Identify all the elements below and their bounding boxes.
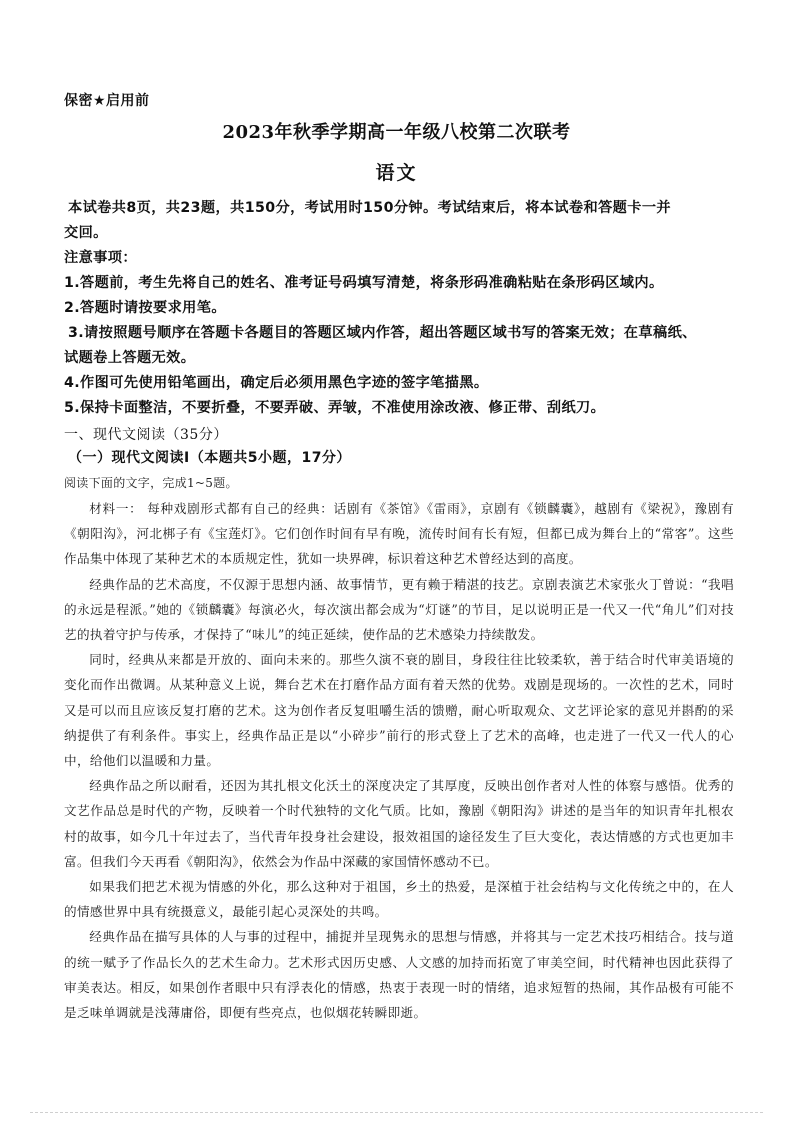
notes-item-4: 4.作图可先使用铅笔画出，确定后必须用黑色字迹的签字笔描黑。	[64, 375, 489, 391]
intro-line-1: 本试卷共8页，共23题，共150分，考试用时150分钟。考试结束后，将本试卷和答题卡一并	[68, 200, 672, 216]
passage-paragraph-6: 经典作品在描写具体的人与事的过程中，捕捉并呈现隽永的思想与情感，并将其与一定艺术技巧相结合。技与道的统一赋予了作品长久的艺术生命力。艺术形式因历史感、人文感的加持而拓宽了审美空间，时代精神也因此获得了审美表达。相反，如果创作者眼中只有浮表化的情感，热衷于表现一时的情绪，追求短暂的热闹，其作品极有可能不是乏味单调就是浅薄庸俗，即便有些亮点，也似烟花转瞬即逝。	[64, 929, 734, 1021]
notes-item-5: 5.保持卡面整洁，不要折叠，不要弄破、弄皱，不准使用涂改液、修正带、刮纸刀。	[64, 400, 606, 416]
exam-intro	[64, 196, 736, 246]
notes-list	[64, 246, 736, 421]
passage-paragraph-5: 如果我们把艺术视为情感的外化，那么这种对于祖国，乡土的热爱，是深植于社会结构与文化传统之中的，在人的情感世界中具有统摄意义，最能引起心灵深处的共鸣。	[64, 879, 734, 920]
notes-item-3-line-2: 试题卷上答题无效。	[64, 350, 196, 366]
notes-item-3-line-1: 3.请按照题号顺序在答题卡各题目的答题区域内作答，超出答题区域书写的答案无效；在草稿纸、	[68, 325, 697, 341]
subject-title: 语文	[375, 162, 418, 184]
passage-paragraph-4: 经典作品之所以耐看，还因为其扎根文化沃土的深度决定了其厚度，反映出创作者对人性的体察与感悟。优秀的文艺作品总是时代的产物，反映着一个时代独特的文化气质。比如，豫剧《朝阳沟》讲述的是当年的知识青年扎根农村的故事，如今几十年过去了，当代青年投身社会建设，报效祖国的途径发生了巨大变化，表达情感的方式也更加丰富。但我们今天再看《朝阳沟》，依然会为作品中深藏的家国情怀感动不已。	[64, 778, 734, 869]
exam-title: 2023年秋季学期高一年级八校第二次联考	[222, 122, 571, 143]
passage-paragraph-1: 材料一： 每种戏剧形式都有自己的经典：话剧有《茶馆》《雷雨》，京剧有《锁麟囊》，越剧有《梁祝》，豫剧有《朝阳沟》，河北梆子有《宝莲灯》。它们创作时间有早有晚，流传时间有长有短，但都已成为舞台上的“常客”。这些作品集中体现了某种艺术的本质规定性，犹如一块界碑，标识着这种艺术曾经达到的高度。	[64, 501, 734, 567]
section-heading: 一、现代文阅读（35分）	[64, 427, 228, 443]
confidential-label: 保密★启用前	[64, 93, 150, 109]
notes-item-2: 2.答题时请按要求用笔。	[64, 300, 226, 316]
notes-heading: 注意事项：	[64, 250, 137, 266]
reading-instruction: 阅读下面的文字，完成1~5题。	[64, 476, 238, 490]
passage-paragraph-2: 经典作品的艺术高度，不仅源于思想内涵、故事情节，更有赖于精湛的技艺。京剧表演艺术家张火丁曾说：“我唱的永远是程派。”她的《锁麟囊》每演必火，每次演出都会成为“灯谜”的节目，足以说明正是一代又一代“角儿”们对技艺的执着守护与传承，才保持了“味儿”的纯正延续，使作品的艺术感染力持续散发。	[64, 576, 734, 643]
notes-item-1: 1.答题前，考生先将自己的姓名、准考证号码填写清楚，将条形码准确粘贴在条形码区域内。	[64, 275, 664, 291]
intro-line-2: 交回。	[64, 225, 108, 241]
page-bottom-rule	[30, 1112, 763, 1113]
reading-passage	[64, 496, 734, 1025]
subsection-heading: （一）现代文阅读I（本题共5小题，17分）	[68, 450, 351, 466]
passage-paragraph-3: 同时，经典从来都是开放的、面向未来的。那些久演不衰的剧目，身段往往比较柔软，善于结合时代审美语境的变化而作出微调。从某种意义上说，舞台艺术在打磨作品方面有着天然的优势。戏剧是现场的。一次性的艺术，同时又是可以而且应该反复打磨的艺术。这为创作者反复咀嚼生活的馈赠，耐心听取观众、文艺评论家的意见并斟酌的采纳提供了有利条件。事实上，经典作品正是以“小碎步”前行的形式登上了艺术的高峰，也走进了一代又一代人的心中，给他们以温暖和力量。	[64, 652, 734, 769]
